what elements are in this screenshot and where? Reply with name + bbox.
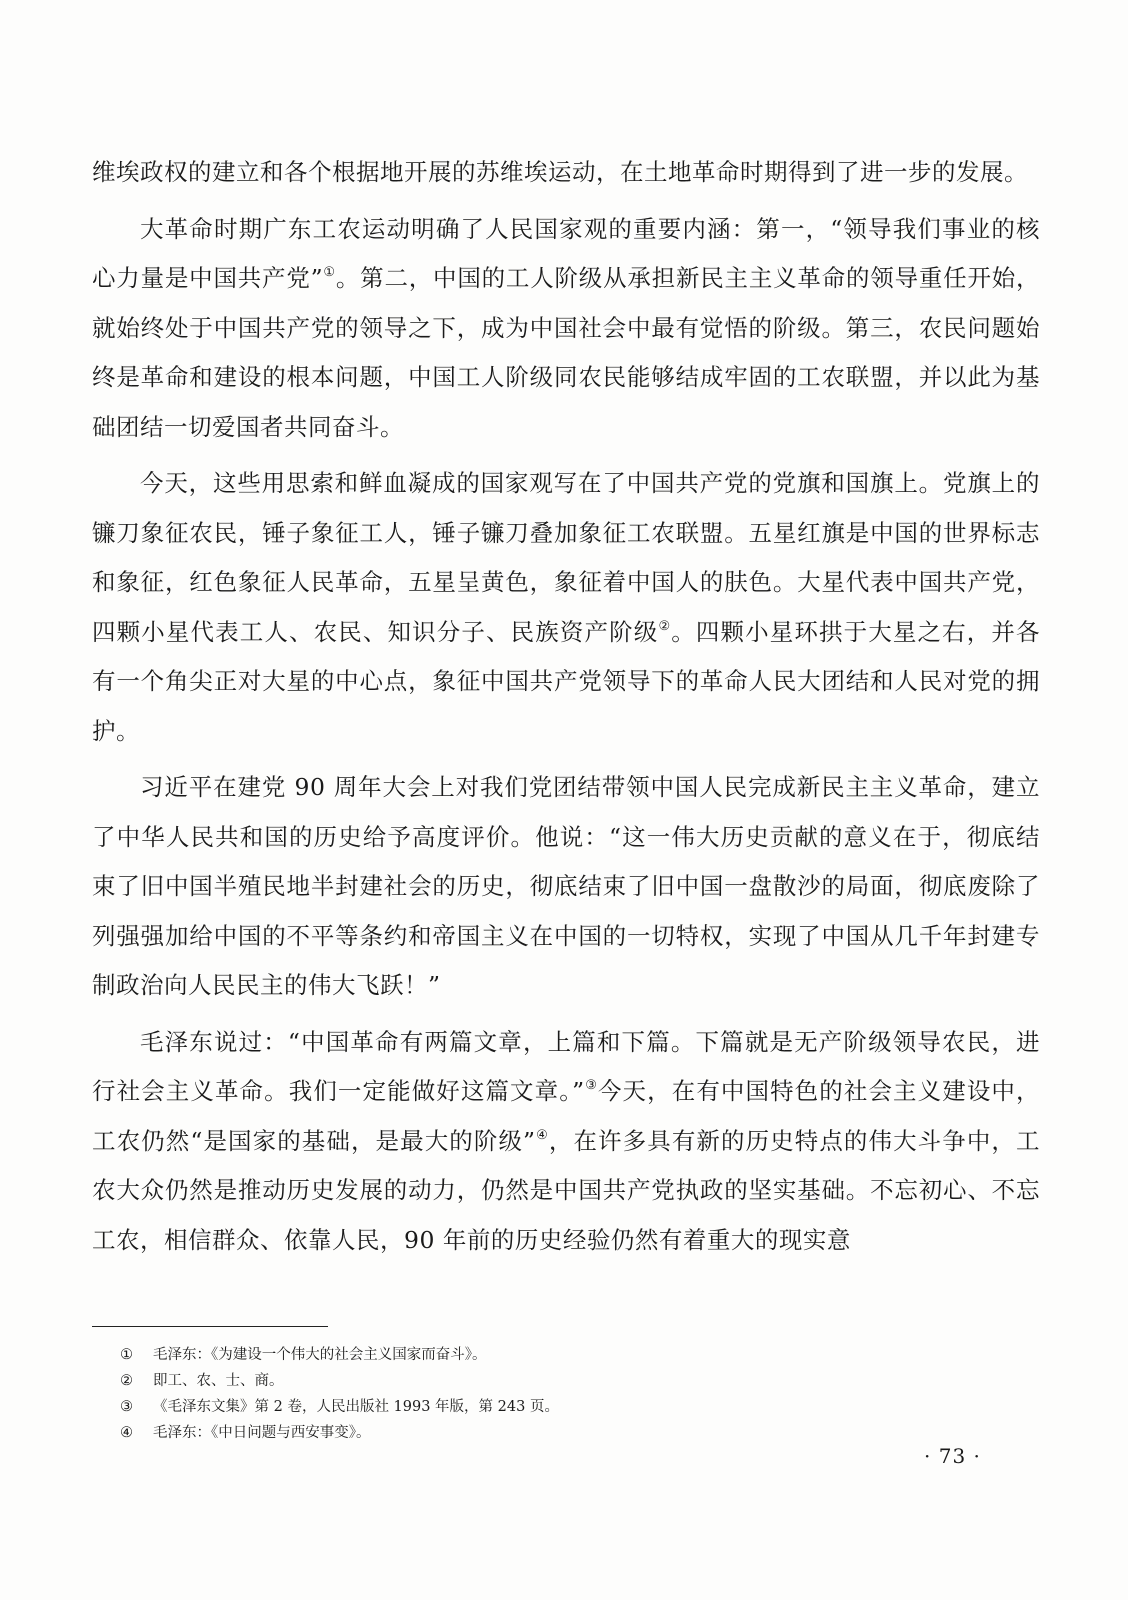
footnote-4-text: 毛泽东：《中日问题与西安事变》。 (153, 1425, 371, 1441)
paragraph-1-text: 维埃政权的建立和各个根据地开展的苏维埃运动，在土地革命时期得到了进一步的发展。 (92, 158, 1028, 186)
paragraph-3-text-b: 。四颗小星环拱于大星之右，并各有一个角尖正对大星的中心点，象征中国共产党领导下的革命人民大团结和人民对党的拥护。 (92, 617, 1041, 745)
footnote-divider (92, 1326, 328, 1327)
footnote-4 (120, 1420, 1020, 1446)
body-text (92, 148, 1040, 1272)
footnote-ref-2: ② (658, 618, 672, 634)
paragraph-2-text-b: 。第二，中国的工人阶级从承担新民主主义革命的领导重任开始，就始终处于中国共产党的领导之下，成为中国社会中最有觉悟的阶级。第三，农民问题始终是革命和建设的根本问题，中国工人阶级同农民能够结成牢固的工农联盟，并以此为基础团结一切爱国者共同奋斗。 (92, 264, 1041, 441)
footnote-ref-3: ③ (584, 1078, 598, 1093)
footnote-2-text: 即工、农、士、商。 (153, 1373, 284, 1389)
paragraph-4-text: 习近平在建党 90 周年大会上对我们党团结带领中国人民完成新民主主义革命，建立了中华人民共和国的历史给予高度评价。他说：“这一伟大历史贡献的意义在于，彻底结束了旧中国半殖民地半封建社会的历史，彻底结束了旧中国一盘散沙的局面，彻底废除了列强强加给中国的不平等条约和帝国主义在中国的一切特权，实现了中国从几千年封建专制政治向人民民主的伟大飞跃！” (92, 773, 1040, 999)
paragraph-3 (92, 459, 1040, 756)
footnote-4-mark: ④ (120, 1425, 133, 1441)
footnote-ref-4: ④ (535, 1127, 549, 1143)
footnote-3 (120, 1394, 1020, 1420)
paragraph-5-text-b: 今天，在有中国特色的社会主义建设中，工农仍然“是国家的基础，是最大的阶级” (92, 1077, 1041, 1155)
footnotes (120, 1342, 1020, 1446)
footnote-1-mark: ① (120, 1347, 133, 1363)
footnote-ref-1: ① (323, 265, 336, 280)
footnote-3-text: 《毛泽东文集》第 2 卷，人民出版社 1993 年版，第 243 页。 (153, 1399, 559, 1415)
paragraph-4 (92, 763, 1040, 1011)
paragraph-1 (92, 148, 1040, 198)
paragraph-2-text-a: 大革命时期广东工农运动明确了人民国家观的重要内涵：第一，“领导我们事业的核心力量是中国共产党” (92, 214, 1040, 292)
paragraph-3-text-a: 今天，这些用思索和鲜血凝成的国家观写在了中国共产党的党旗和国旗上。党旗上的镰刀象征农民，锤子象征工人，锤子镰刀叠加象征工农联盟。五星红旗是中国的世界标志和象征，红色象征人民革命，五星呈黄色，象征着中国人的肤色。大星代表中国共产党，四颗小星代表工人、农民、知识分子、民族资产阶级 (92, 469, 1040, 646)
footnote-1-text: 毛泽东：《为建设一个伟大的社会主义国家而奋斗》。 (153, 1347, 487, 1363)
footnote-2 (120, 1368, 1020, 1394)
paragraph-2 (92, 205, 1040, 453)
paragraph-5-text-a: 毛泽东说过：“中国革命有两篇文章，上篇和下篇。下篇就是无产阶级领导农民，进行社会主义革命。我们一定能做好这篇文章。” (92, 1027, 1040, 1105)
footnote-3-mark: ③ (120, 1399, 133, 1415)
page-number: · 73 · (924, 1444, 981, 1468)
footnote-2-mark: ② (120, 1373, 133, 1389)
footnote-1 (120, 1342, 1020, 1368)
paragraph-5-text-c: ，在许多具有新的历史特点的伟大斗争中，工农大众仍然是推动历史发展的动力，仍然是中国共产党执政的坚实基础。不忘初心、不忘工农，相信群众、依靠人民，90 年前的历史经验仍然有着重大的现实意 (92, 1126, 1041, 1254)
paragraph-5 (92, 1018, 1040, 1266)
